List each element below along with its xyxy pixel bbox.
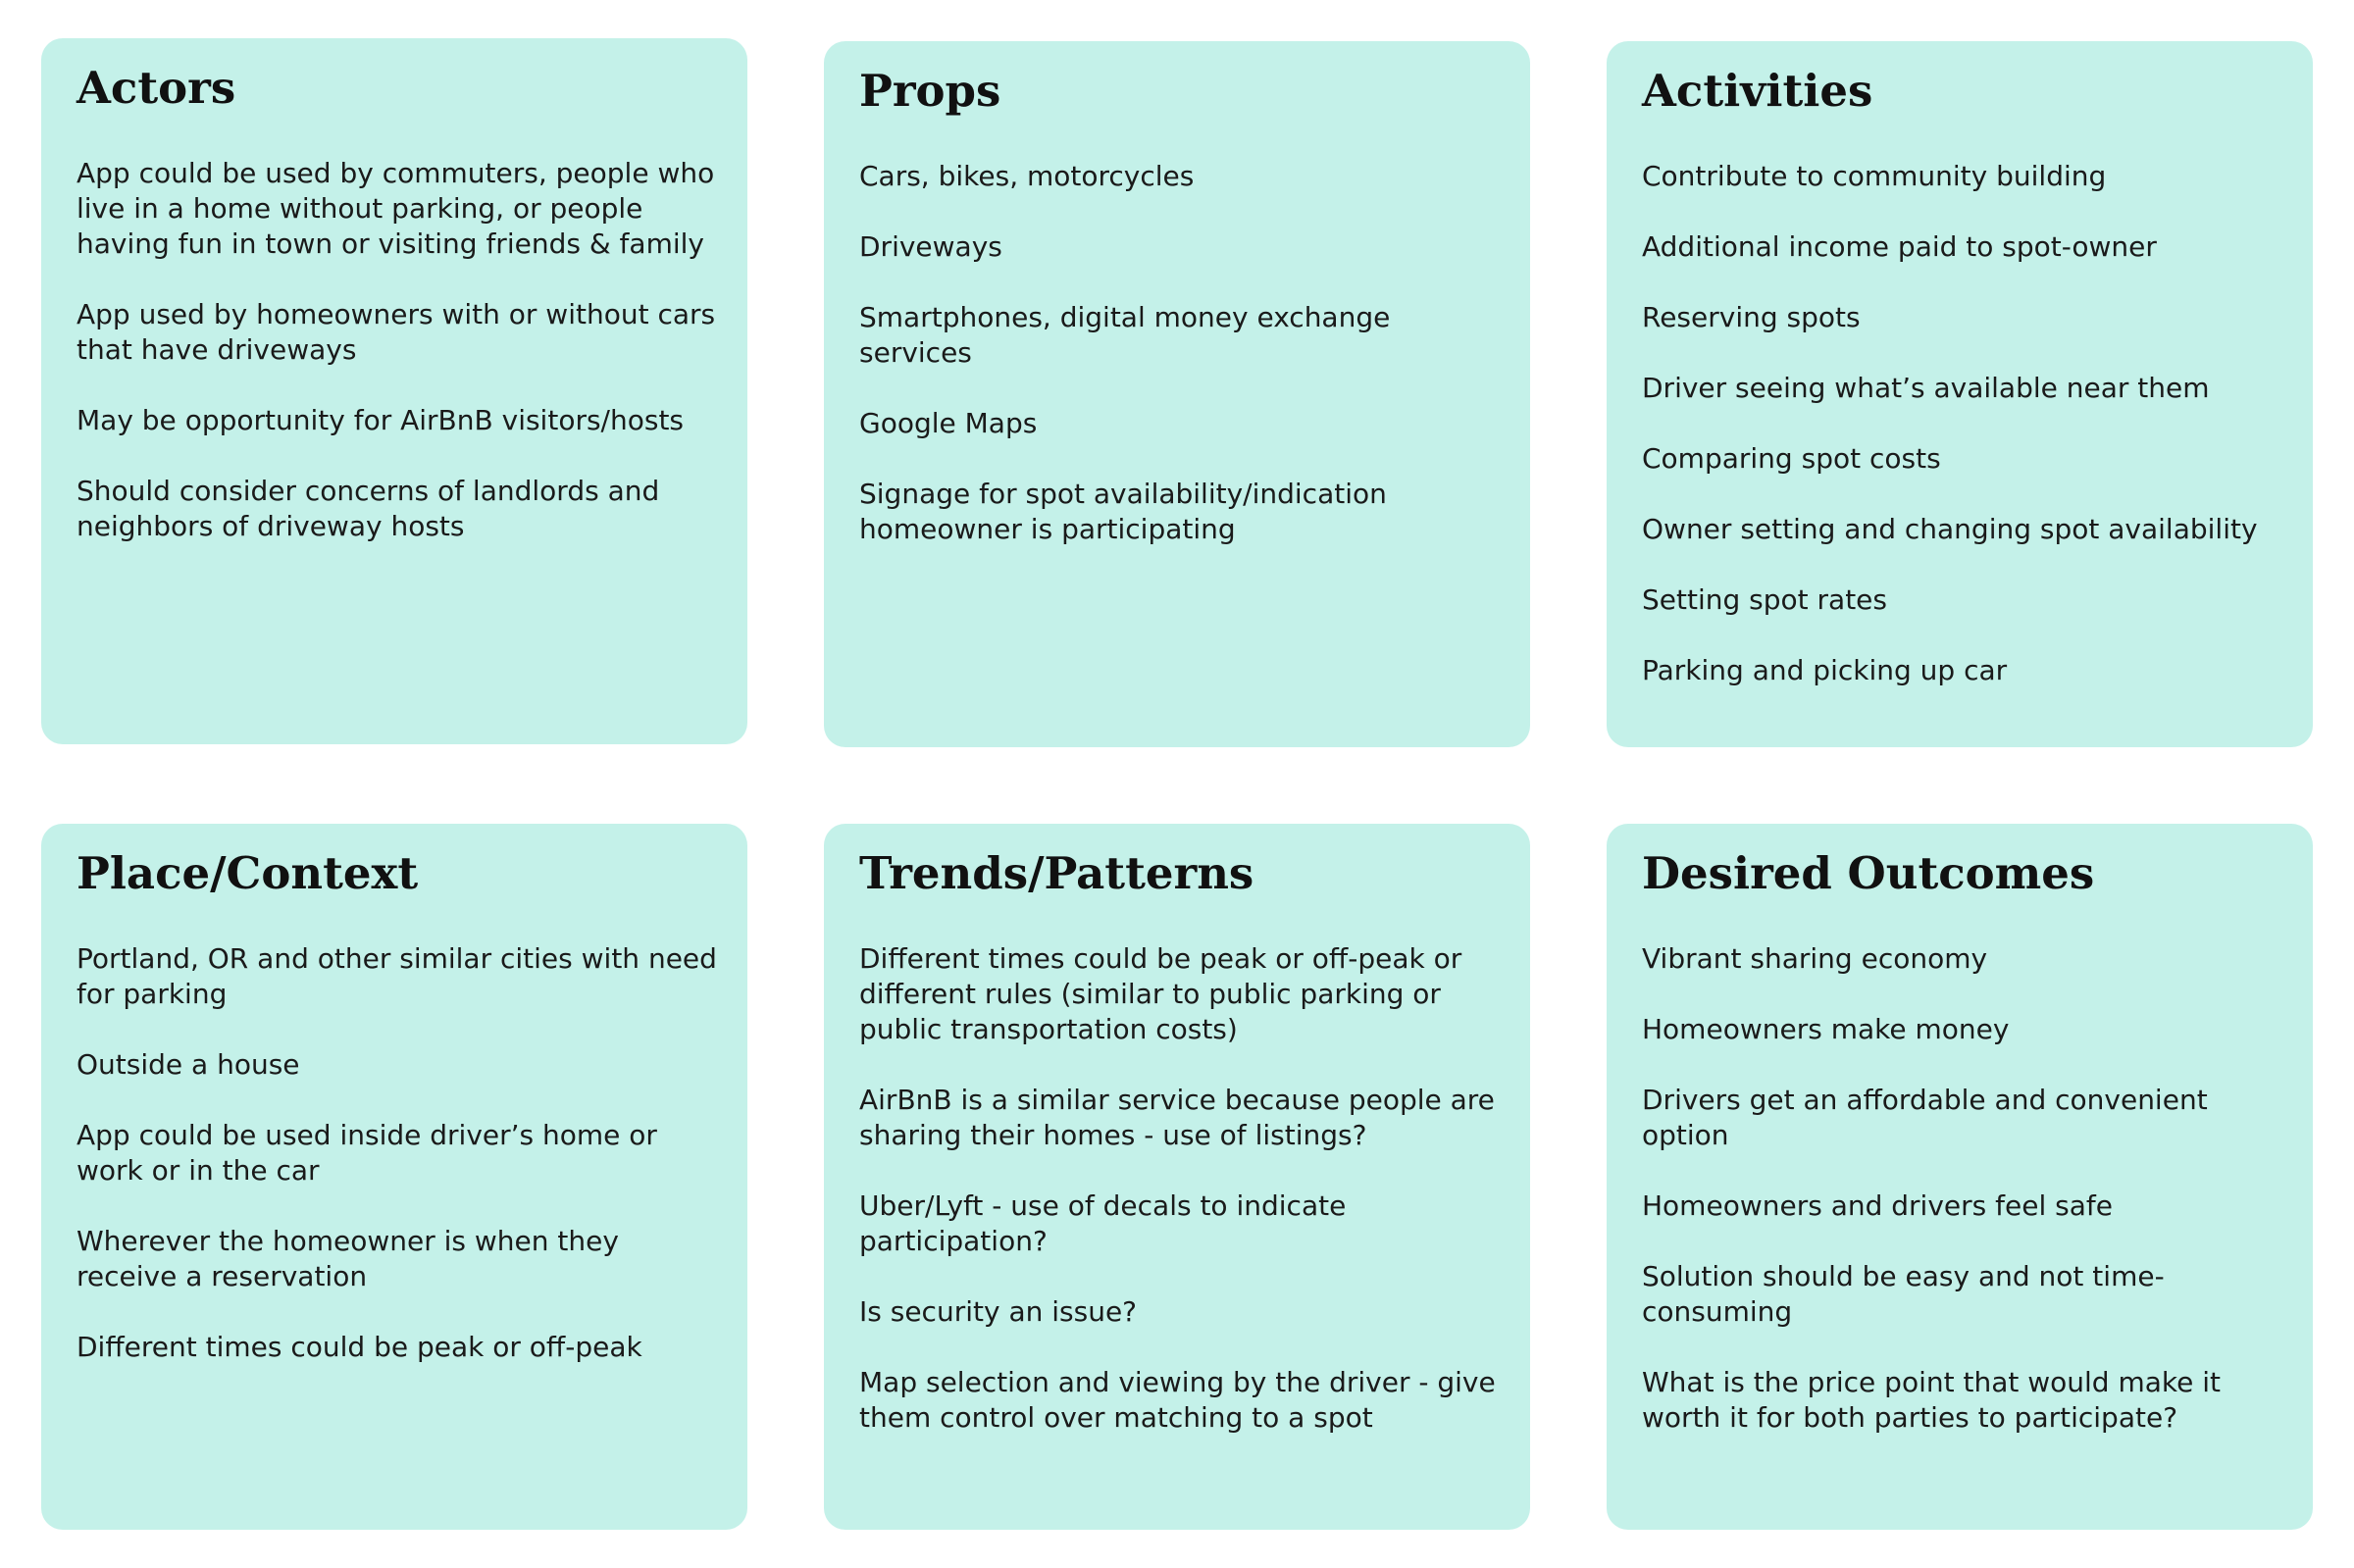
card-title: Place/Context [77, 847, 419, 899]
list-item: Homeowners make money [1642, 1013, 2010, 1045]
list-item: Different times could be peak or off-peak [77, 1331, 642, 1363]
list-item: Driver seeing what’s available near them [1642, 372, 2210, 404]
list-item: Homeowners and drivers feel safe [1642, 1189, 2113, 1222]
list-item: App could be used inside driver’s home or work or in the car [77, 1119, 657, 1187]
list-item: Drivers get an affordable and convenient option [1642, 1084, 2208, 1151]
list-item: Contribute to community building [1642, 160, 2107, 192]
list-item: Vibrant sharing economy [1642, 942, 1988, 975]
card-activities [1607, 41, 2313, 747]
list-item: Signage for spot availability/indication homeowner is participating [859, 478, 1387, 545]
list-item: Cars, bikes, motorcycles [859, 160, 1195, 192]
card-place-context [41, 824, 747, 1530]
card-title: Trends/Patterns [859, 847, 1254, 899]
card-trends-patterns [824, 824, 1530, 1530]
list-item: Uber/Lyft - use of decals to indicate participation? [859, 1189, 1347, 1257]
list-item: Is security an issue? [859, 1295, 1138, 1328]
list-item: Different times could be peak or off-peak or different rules (similar to public parking or public transportation costs) [859, 942, 1462, 1045]
list-item: Should consider concerns of landlords and neighbors of driveway hosts [77, 475, 660, 542]
list-item: Wherever the homeowner is when they receive a reservation [77, 1225, 619, 1292]
list-item: Owner setting and changing spot availability [1642, 513, 2258, 545]
card-items [77, 156, 720, 544]
list-item: App used by homeowners with or without cars that have driveways [77, 298, 716, 366]
card-items [859, 941, 1503, 1436]
list-item: Portland, OR and other similar cities with need for parking [77, 942, 717, 1010]
list-item: AirBnB is a similar service because people are sharing their homes - use of listings? [859, 1084, 1495, 1151]
list-item: Setting spot rates [1642, 583, 1887, 616]
card-title: Props [859, 65, 1001, 117]
card-actors [41, 38, 747, 744]
list-item: Parking and picking up car [1642, 654, 2008, 686]
card-items [77, 941, 720, 1365]
card-desired-outcomes [1607, 824, 2313, 1530]
card-items [1642, 941, 2285, 1436]
card-items [859, 159, 1503, 547]
list-item: Smartphones, digital money exchange services [859, 301, 1391, 369]
list-item: Google Maps [859, 407, 1038, 439]
card-title: Actors [77, 62, 236, 114]
list-item: Comparing spot costs [1642, 442, 1941, 475]
list-item: Additional income paid to spot-owner [1642, 230, 2157, 263]
list-item: Solution should be easy and not time-consuming [1642, 1260, 2165, 1328]
list-item: May be opportunity for AirBnB visitors/hosts [77, 404, 685, 436]
card-title: Desired Outcomes [1642, 847, 2095, 899]
list-item: Driveways [859, 230, 1002, 263]
card-items [1642, 159, 2285, 688]
list-item: Outside a house [77, 1048, 300, 1081]
list-item: Reserving spots [1642, 301, 1861, 333]
list-item: Map selection and viewing by the driver - give them control over matching to a spot [859, 1366, 1496, 1434]
card-title: Activities [1642, 65, 1873, 117]
card-props [824, 41, 1530, 747]
list-item: What is the price point that would make it worth it for both parties to participate? [1642, 1366, 2222, 1434]
list-item: App could be used by commuters, people who live in a home without parking, or people having fun in town or visiting friends & family [77, 157, 715, 260]
